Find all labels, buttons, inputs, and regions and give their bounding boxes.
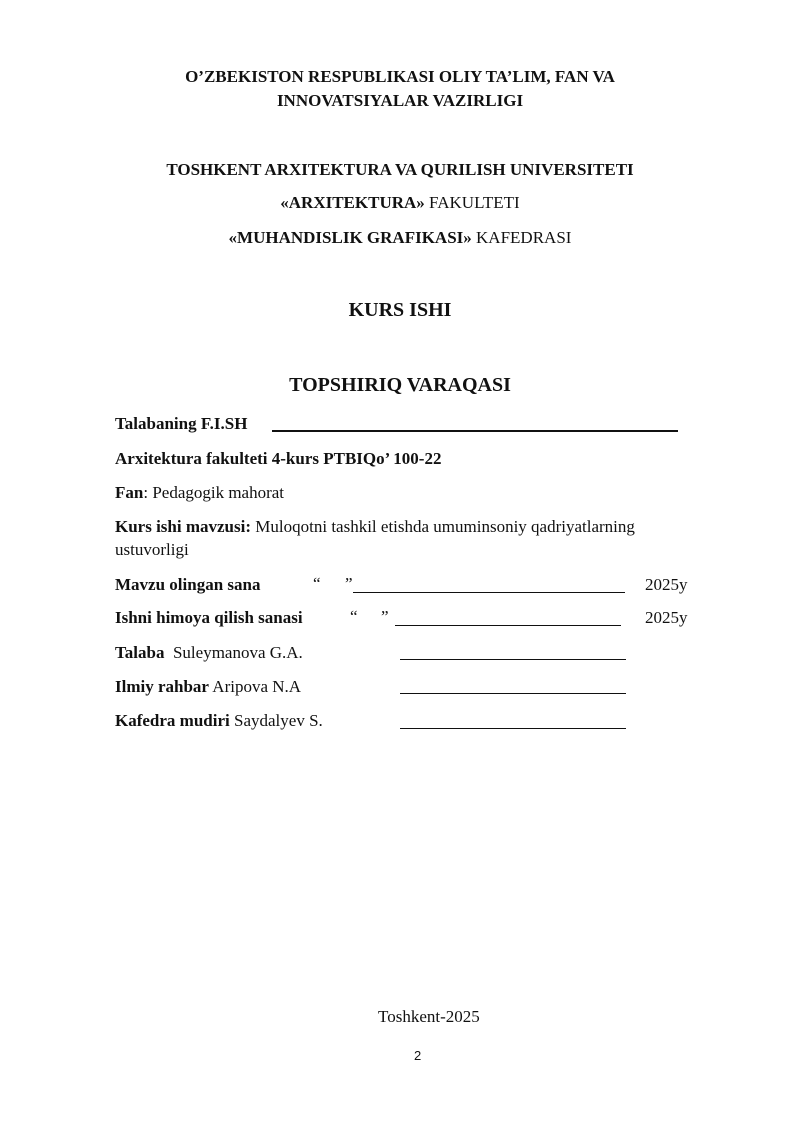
head-label: Kafedra mudiri (115, 711, 230, 730)
city-year: Toshkent-2025 (378, 1007, 480, 1026)
defense-year: 2025y (645, 608, 688, 627)
subject-value: : Pedagogik mahorat (143, 483, 285, 502)
received-date-label: Mavzu olingan sana (115, 575, 261, 594)
received-year: 2025y (645, 575, 688, 594)
page-number: 2 (414, 1048, 422, 1063)
ministry-line-1: O’ZBEKISTON RESPUBLIKASI OLIY TA’LIM, FAN VA (185, 67, 615, 86)
subject-line (115, 483, 284, 503)
faculty-line (0, 193, 800, 213)
student-name-underline (272, 430, 678, 432)
advisor-label: Ilmiy rahbar (115, 677, 209, 696)
work-type-title: KURS ISHI (348, 299, 452, 321)
defense-quote-close: ” (381, 607, 389, 626)
university-name: TOSHKENT ARXITEKTURA VA QURILISH UNIVERSITETI (166, 160, 634, 179)
topic-line-1 (115, 517, 635, 537)
student-name-label: Talabaning F.I.SH (115, 414, 248, 433)
ministry-line-2: INNOVATSIYALAR VAZIRLIGI (276, 91, 524, 110)
topic-value-2: ustuvorligi (115, 540, 189, 559)
student-signature-line (115, 643, 303, 663)
subject-label: Fan (115, 483, 144, 502)
department-word: KAFEDRASI (476, 228, 572, 247)
head-name: Saydalyev S. (234, 711, 323, 730)
topic-value-1: Muloqotni tashkil etishda umuminsoniy qadriyatlarning (255, 517, 635, 536)
head-signature-line (115, 711, 323, 731)
student-name: Suleymanova G.A. (172, 643, 303, 662)
received-quote-open: “ (313, 574, 321, 593)
faculty-name: «ARXITEKTURA» (280, 193, 425, 212)
advisor-signature-underline (400, 693, 626, 694)
received-quote-close: ” (345, 574, 353, 593)
received-date-underline (353, 592, 625, 593)
group-line: Arxitektura fakulteti 4-kurs PTBIQo’ 100-22 (115, 449, 442, 468)
faculty-word: FAKULTETI (429, 193, 520, 212)
defense-quote-open: “ (350, 607, 358, 626)
advisor-name: Aripova N.A (212, 677, 302, 696)
sheet-title: TOPSHIRIQ VARAQASI (289, 374, 511, 396)
student-label: Talaba (115, 643, 165, 662)
advisor-signature-line (115, 677, 301, 697)
department-line (0, 228, 800, 248)
defense-date-underline (395, 625, 621, 626)
head-signature-underline (400, 728, 626, 729)
topic-label: Kurs ishi mavzusi: (115, 517, 252, 536)
student-signature-underline (400, 659, 626, 660)
department-name: «MUHANDISLIK GRAFIKASI» (228, 228, 472, 247)
defense-date-label: Ishni himoya qilish sanasi (115, 608, 303, 627)
